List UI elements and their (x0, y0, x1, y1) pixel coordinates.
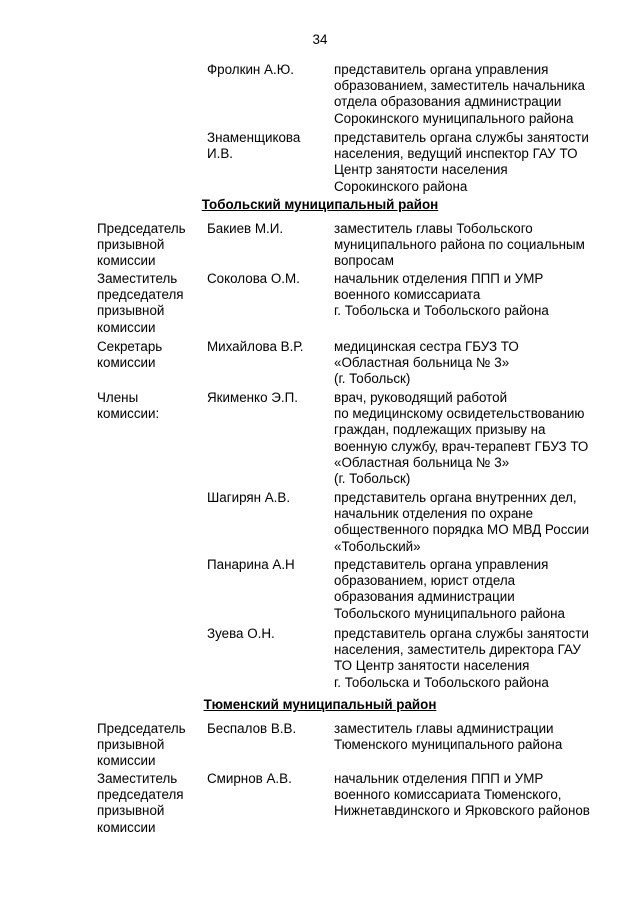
member-description-line: «Тобольский» (334, 538, 421, 554)
member-description-line: вопросам (334, 253, 394, 269)
member-name (207, 771, 333, 787)
member-description-line: Тобольского муниципального района (334, 605, 565, 621)
member-name-line: Якименко Э.П. (207, 390, 298, 405)
member-description-line: медицинская сестра ГБУЗ ТО (334, 339, 519, 354)
member-description-line: населения, заместитель директора ГАУ (334, 642, 581, 658)
member-name (207, 271, 333, 287)
member-role-line: председателя (97, 787, 184, 803)
member-role-line: Председатель (97, 721, 186, 736)
member-role-line: призывной (97, 303, 165, 319)
member-description-line: образованием, юрист отдела (334, 573, 516, 589)
member-description-line: «Областная больница № 3» (334, 355, 510, 371)
district-heading-text: Тюменский муниципальный район (203, 697, 437, 712)
member-name-line: Панарина А.Н (207, 557, 295, 572)
member-description-line: Сорокинского муниципального района (334, 110, 574, 126)
member-description-line: представитель органа управления (334, 557, 549, 572)
member-role-line: комиссии (97, 253, 156, 269)
district-heading (0, 197, 640, 213)
member-description (334, 130, 609, 195)
member-role-line: председателя (97, 287, 184, 303)
member-description (334, 339, 609, 388)
member-name-line: Смирнов А.В. (207, 771, 292, 786)
member-role-line: Заместитель (97, 771, 178, 786)
member-role-line: комиссии (97, 355, 156, 371)
member-description-line: ТО Центр занятости населения (334, 658, 530, 674)
member-role-line: комиссии (97, 319, 156, 335)
member-description-line: Нижнетавдинского и Ярковского районов (334, 803, 590, 819)
member-role-line: Члены (97, 390, 139, 405)
member-description (334, 626, 609, 691)
member-description-line: образования администрации (334, 589, 515, 605)
member-description-line: образованием, заместитель начальника (334, 78, 585, 94)
member-description (334, 721, 609, 753)
member-role (97, 721, 207, 770)
member-description (334, 390, 609, 487)
member-name-line: И.В. (207, 146, 233, 162)
member-role (97, 390, 207, 422)
district-heading (0, 697, 640, 713)
member-description-line: военного комиссариата Тюменского, (334, 787, 562, 803)
member-name (207, 626, 333, 642)
page-number: 34 (312, 32, 328, 47)
member-description-line: муниципального района по социальным (334, 237, 585, 253)
member-name (207, 490, 333, 506)
member-role-line: комиссии: (97, 406, 160, 422)
member-description (334, 62, 609, 127)
member-role-line: призывной (97, 237, 165, 253)
member-role (97, 221, 207, 270)
member-description-line: (г. Тобольск) (334, 471, 411, 487)
member-description-line: начальник отделения ППП и УМР (334, 271, 544, 286)
member-description (334, 557, 609, 622)
member-description-line: заместитель главы администрации (334, 721, 554, 736)
member-name (207, 221, 333, 237)
member-name (207, 557, 333, 573)
member-role-line: комиссии (97, 753, 156, 769)
member-name-line: Шагирян А.В. (207, 490, 291, 505)
member-name (207, 130, 333, 162)
member-description (334, 271, 609, 320)
member-description-line: (г. Тобольск) (334, 371, 411, 387)
member-description-line: «Областная больница № 3» (334, 454, 510, 470)
member-description-line: заместитель главы Тобольского (334, 221, 533, 236)
member-role (97, 339, 207, 371)
member-name-line: Знаменщикова (207, 130, 301, 145)
member-description-line: отдела образования администрации (334, 94, 562, 110)
member-description-line: граждан, подлежащих призыву на (334, 422, 546, 438)
member-description-line: Центр занятости населения (334, 162, 508, 178)
district-heading-text: Тобольский муниципальный район (201, 197, 439, 212)
member-description-line: Сорокинского района (334, 178, 468, 194)
member-description-line: г. Тобольска и Тобольского района (334, 303, 549, 319)
member-description (334, 490, 609, 555)
member-description-line: начальник отделения по охране (334, 506, 534, 522)
member-description-line: начальник отделения ППП и УМР (334, 771, 544, 786)
member-description-line: представитель органа службы занятости (334, 626, 589, 641)
member-name-line: Бакиев М.И. (207, 221, 284, 236)
member-name-line: Соколова О.М. (207, 271, 300, 286)
member-description-line: представитель органа службы занятости (334, 130, 589, 145)
member-role (97, 771, 207, 836)
member-description (334, 771, 609, 820)
member-description-line: Тюменского муниципального района (334, 737, 563, 753)
member-description-line: г. Тобольска и Тобольского района (334, 674, 549, 690)
member-description (334, 221, 609, 270)
member-description-line: военного комиссариата (334, 287, 481, 303)
member-role-line: призывной (97, 737, 165, 753)
member-description-line: врач, руководящий работой (334, 390, 508, 405)
member-description-line: представитель органа внутренних дел, (334, 490, 577, 505)
member-name-line: Михайлова В.Р. (207, 339, 304, 354)
member-name-line: Беспалов В.В. (207, 721, 297, 736)
member-name (207, 390, 333, 406)
member-role-line: призывной (97, 803, 165, 819)
member-role-line: Заместитель (97, 271, 178, 286)
member-name (207, 62, 333, 78)
member-name-line: Фролкин А.Ю. (207, 62, 294, 77)
member-role-line: Председатель (97, 221, 186, 236)
member-description-line: общественного порядка МО МВД России (334, 522, 590, 538)
member-name-line: Зуева О.Н. (207, 626, 275, 641)
member-description-line: военную службу, врач-терапевт ГБУЗ ТО (334, 438, 589, 454)
member-role-line: комиссии (97, 819, 156, 835)
member-description-line: по медицинскому освидетельствованию (334, 406, 585, 422)
member-name (207, 721, 333, 737)
member-role (97, 271, 207, 336)
member-description-line: населения, ведущий инспектор ГАУ ТО (334, 146, 578, 162)
member-description-line: представитель органа управления (334, 62, 549, 77)
member-name (207, 339, 333, 355)
member-role-line: Секретарь (97, 339, 163, 354)
